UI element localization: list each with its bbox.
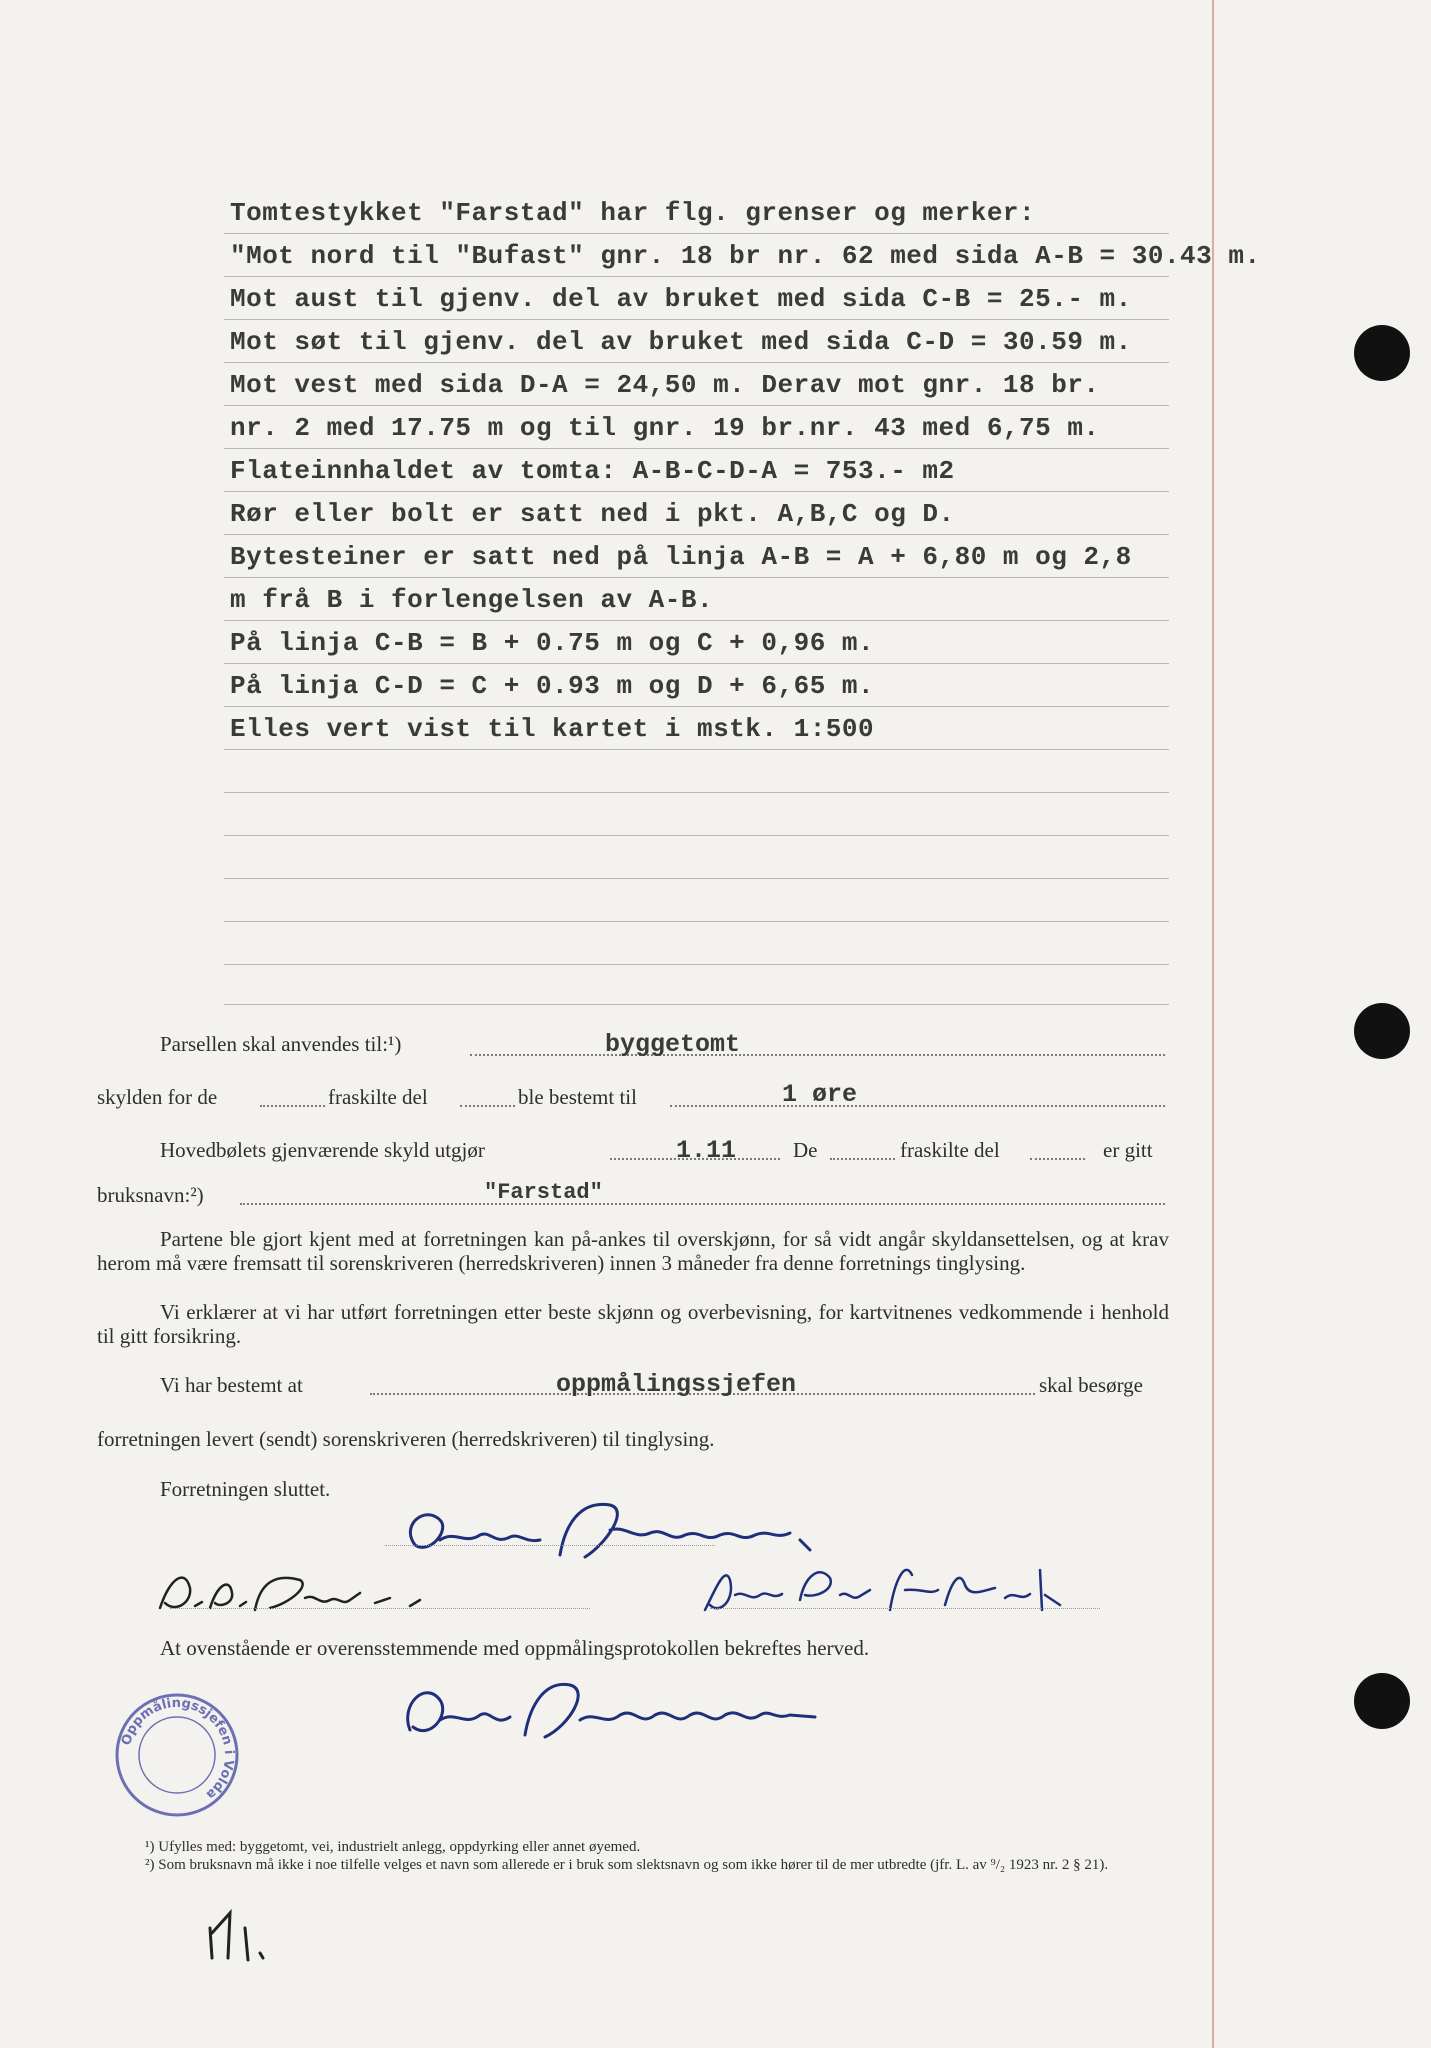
de-label: De (793, 1138, 818, 1162)
ruled-line (224, 663, 1169, 664)
dotted-line (830, 1158, 895, 1160)
ruled-line (224, 448, 1169, 449)
signature-3 (690, 1550, 1090, 1630)
dotted-line (170, 1608, 590, 1609)
sluttet-line: Forretningen sluttet. (160, 1477, 331, 1501)
ruled-line (224, 620, 1169, 621)
ruled-line (224, 878, 1169, 879)
dotted-line (1030, 1158, 1085, 1160)
bestemt-at-label: Vi har bestemt at (160, 1373, 303, 1397)
bruksnavn-value: "Farstad" (484, 1180, 603, 1205)
skylden-label: skylden for de (97, 1085, 218, 1109)
dotted-line (240, 1203, 1165, 1205)
typed-line: Mot søt til gjenv. del av bruket med sida C-D = 30.59 m. (230, 327, 1132, 357)
ruled-line (224, 405, 1169, 406)
signature-2 (150, 1558, 480, 1628)
ruled-line (224, 491, 1169, 492)
volda-stamp (112, 1690, 242, 1820)
ruled-line (224, 577, 1169, 578)
ruled-line (224, 792, 1169, 793)
parsellen-label: Parsellen skal anvendes til:¹) (160, 1032, 402, 1056)
ruled-line (224, 233, 1169, 234)
fraskilte-label: fraskilte del (328, 1085, 428, 1109)
bruksnavn-label: bruksnavn:²) (97, 1183, 204, 1207)
fraskilte-del-label: fraskilte del (900, 1138, 1000, 1162)
ruled-line (224, 319, 1169, 320)
er-gitt-label: er gitt (1103, 1138, 1153, 1162)
dotted-line (670, 1105, 1165, 1107)
ruled-line (224, 534, 1169, 535)
footnote-2: ²) Som bruksnavn må ikke i noe tilfelle velges et navn som allerede er i bruk som slektsnavn og som ikke hører til de mer utbredte (jfr. L. av ⁹/₂ 1923 nr. 2 § 21). (145, 1857, 1109, 1873)
levert-line: forretningen levert (sendt) sorenskriveren (herredskriveren) til tinglysing. (97, 1427, 715, 1451)
handwritten-mark (200, 1898, 280, 1968)
ruled-line (224, 362, 1169, 363)
ruled-line (224, 749, 1169, 750)
ruled-line (224, 964, 1169, 965)
typed-line: Mot vest med sida D-A = 24,50 m. Derav mot gnr. 18 br. (230, 370, 1100, 400)
ruled-line (224, 921, 1169, 922)
bestemt-label: ble bestemt til (518, 1085, 637, 1109)
parsellen-value: byggetomt (605, 1030, 741, 1059)
punch-hole (1354, 1673, 1410, 1729)
hoved-value: 1.11 (676, 1136, 737, 1165)
paragraph-overskjonn: Partene ble gjort kjent med at forretningen kan på-ankes til overskjønn, for så vidt angår skyldansettelsen, og at krav herom må være fremsatt til sorenskriveren (herredskriveren) innen 3 måneder fra denne forretnings tinglysing. (97, 1227, 1169, 1275)
typed-line: "Mot nord til "Bufast" gnr. 18 br nr. 62 med sida A-B = 30.43 m. (230, 241, 1261, 271)
dotted-line (470, 1054, 1165, 1056)
skyld-value: 1 øre (782, 1080, 858, 1109)
bestemt-at-value: oppmålingssjefen (556, 1370, 797, 1399)
typed-line: m frå B i forlengelsen av A-B. (230, 585, 714, 615)
ruled-line (224, 1004, 1169, 1005)
punch-hole (1354, 325, 1410, 381)
ruled-line (224, 706, 1169, 707)
typed-line: På linja C-B = B + 0.75 m og C + 0,96 m. (230, 628, 875, 658)
bekreftes-line: At ovenstående er overensstemmende med oppmålingsprotokollen bekreftes herved. (160, 1636, 870, 1660)
punch-hole (1354, 1003, 1410, 1059)
typed-line: Mot aust til gjenv. del av bruket med sida C-B = 25.- m. (230, 284, 1132, 314)
typed-line: Flateinnhaldet av tomta: A-B-C-D-A = 753.- m2 (230, 456, 955, 486)
footnote-1: ¹) Ufylles med: byggetomt, vei, industrielt anlegg, oppdyrking eller annet øyemed. (145, 1839, 641, 1855)
dotted-line (710, 1608, 1100, 1609)
typed-line: Tomtestykket "Farstad" har flg. grenser og merker: (230, 198, 1036, 228)
ruled-line (224, 835, 1169, 836)
typed-line: nr. 2 med 17.75 m og til gnr. 19 br.nr. 43 med 6,75 m. (230, 413, 1100, 443)
dotted-line (260, 1105, 325, 1107)
typed-line: På linja C-D = C + 0.93 m og D + 6,65 m. (230, 671, 875, 701)
typed-line: Elles vert vist til kartet i mstk. 1:500 (230, 714, 875, 744)
stamp-text: Oppmålingssjefen i Volda (119, 1695, 237, 1803)
hoved-label: Hovedbølets gjenværende skyld utgjør (160, 1138, 485, 1162)
dotted-line (385, 1545, 715, 1546)
margin-line (1212, 0, 1214, 2048)
dotted-line (460, 1105, 515, 1107)
paragraph-erklaering: Vi erklærer at vi har utført forretningen etter beste skjønn og overbevisning, for kartvitnenes vedkommende i henhold til gitt forsikring. (97, 1300, 1169, 1348)
typed-line: Rør eller bolt er satt ned i pkt. A,B,C og D. (230, 499, 955, 529)
signature-4 (395, 1665, 825, 1755)
typed-line: Bytesteiner er satt ned på linja A-B = A + 6,80 m og 2,8 (230, 542, 1132, 572)
besorge-label: skal besørge (1039, 1373, 1144, 1397)
ruled-line (224, 276, 1169, 277)
